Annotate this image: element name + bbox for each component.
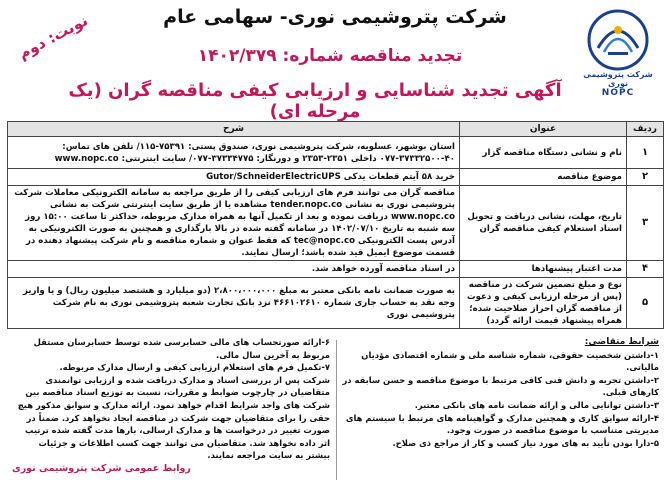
nopc-logo-icon: [586, 8, 650, 72]
logo-abbreviation: NOPC: [601, 88, 635, 98]
table-header-row: [8, 122, 664, 137]
public-relations-signature: روابط عمومی شرکت پتروشیمی نوری: [12, 463, 191, 474]
row-description: استان بوشهر، عسلویه، شرکت پتروشیمی نوری، صندوق پستی: ۷۵۳۹۱-۱۱۵/ تلفن های تماس: ۴۰-۳۷۳۳۲۵۰۰-۰۷۷ داخلی ۲۳۵۱-۲۳۵۳ و دورنگار: ۳۷۳۳۴۷۷۵-۰۷۷/ سایت اینترنتی: www.nopc.co: [8, 137, 460, 169]
row-description: به صورت ضمانت نامه بانکی معتبر به مبلغ ۲،۸۰۰،۰۰۰،۰۰۰ (دو میلیارد و هشتصد میلیون ریال) و یا واریز وجه نقد به حساب جاری شماره ۴۶۶۱۰۲۶۱۰ نزد بانک تجارت شعبه پتروشیمی نوری به نام شرکت پتروشیمی نوری: [8, 278, 460, 329]
row-subject: مدت اعتبار پیشنهادها: [460, 261, 627, 278]
row-description: در اسناد مناقصه آورده خواهد شد.: [8, 261, 460, 278]
row-number: ۲: [627, 169, 664, 186]
round-stamp: نوبت: دوم: [15, 11, 91, 63]
condition-item: ۳-داشتن توانایی مالی و ارائه ضمانت نامه های بانکی معتبر.: [414, 399, 659, 410]
row-number: ۳: [627, 186, 664, 261]
table-row: [8, 186, 664, 261]
table-row: [8, 261, 664, 278]
company-logo: [575, 8, 661, 108]
logo-company-name: شرکت پتروشیمی نوری: [583, 70, 653, 88]
header-row-number: ردیف: [627, 122, 664, 137]
condition-item: ۷-تکمیل فرم های استعلام ارزیابی کیفی و ارسال مدارک مربوطه.: [59, 362, 330, 373]
header-description: شرح: [8, 122, 460, 137]
condition-paragraph: شرکت پس از بررسی اسناد و مدارک دریافت شده و ارزیابی توانمندی متقاضیان در چارچوب ضوابط و مقررات، نسبت به توزیع اسناد مناقصه بین شرکت های واجد شرایط اقدام خواهد نمود. ارائه مدارک و سوابق مذکور هیچ حقی را برای متقاضیان جهت شرکت در مناقصه ایجاد نخواهد کرد. ضمناً در صورت تغییر در درخواست ها و مدارک ارسالی، بارها مدت گفته شده ترتیب اثر داده نخواهد شد. متقاضیان می توانند جهت کسب اطلاعات و جزئیات بیشتر به سایت مراجعه نمایند.: [17, 374, 330, 461]
condition-item: ۶-ارائه صورتحساب های مالی حسابرسی شده توسط حسابرسان مستقل مربوط به آخرین سال مالی.: [33, 337, 330, 360]
row-description: مناقصه گران می توانند فرم های ارزیابی کیفی را از طریق مراجعه به سامانه الکترونیکی معاملات شرکت پتروشیمی نوری به نشانی tender.nopc.co مشاهده یا از طریق سایت اینترنتی شرکت به نشانی www.nopc.co دریافت نموده و بعد از تکمیل آنها به همراه مدارک مربوطه، حداکثر تا ساعت ۱۵:۰۰ روز سه شنبه به تاریخ ۱۴۰۲/۰۷/۱۰ در سامانه گفته شده در بالا بارگذاری و همچنین به صورت الکترونیکی به آدرس پست الکترونیکی tec@nopc.co که فقط عنوان و شماره مناقصه و نام شرکت پیشنهاد دهنده در قسمت موضوع ایمیل قید شده باشد؛ ارسال نمایند.: [8, 186, 460, 261]
conditions-left-column: [12, 336, 330, 462]
row-description: خرید ۵۸ آیتم قطعات یدکی Gutor/SchneiderElectricUPS: [8, 169, 460, 186]
row-number: ۴: [627, 261, 664, 278]
row-subject: موضوع مناقصه: [460, 169, 627, 186]
table-row: [8, 137, 664, 169]
row-number: ۱: [627, 137, 664, 169]
condition-item: ۱-داشتن شخصیت حقوقی، شماره شناسه ملی و شماره اقتصادی مؤدیان مالیاتی.: [361, 349, 659, 373]
tender-details-table: [7, 121, 664, 329]
row-number: ۵: [627, 278, 664, 329]
row-subject: نام و نشانی دستگاه مناقصه گزار: [460, 137, 627, 169]
company-title: شرکت پتروشیمی نوری- سهامی عام: [163, 6, 507, 28]
row-subject: تاریخ، مهلت، نشانی دریافت و تحویل اسناد استعلام کیفی مناقصه گران: [460, 186, 627, 261]
condition-item: ۴-ارائه سوابق کاری و همچنین مدارک و گواهینامه های مرتبط با سیستم های مدیریتی متناسب با موضوع مناقصه در صورت وجود.: [345, 412, 659, 436]
tender-number: تجدید مناقصه شماره: ۱۴۰۲/۳۷۹: [197, 46, 463, 66]
row-subject: نوع و مبلغ تضمین شرکت در مناقصه (پس از مرحله ارزیابی کیفی و دعوت از مناقصه گران احراز صلاحیت شده؛ همراه پیشنهاد قیمت ارائه گردد): [460, 278, 627, 329]
header-subject: عنوان: [460, 122, 627, 137]
conditions-right-column: [341, 336, 659, 449]
notice-headline: آگهی تجدید شناسایی و ارزیابی کیفی مناقصه گران (یک مرحله ای): [68, 80, 562, 122]
table-row: [8, 169, 664, 186]
column-divider: [336, 340, 337, 480]
conditions-title: شرایط متقاضی:: [584, 337, 659, 347]
condition-item: ۲-داشتن تجربه و دانش فنی کافی مرتبط با موضوع مناقصه و حسن سابقه در کارهای قبلی.: [342, 374, 659, 398]
table-row: [8, 278, 664, 329]
condition-item: ۵-دارا بودن تأیید به های مورد نیاز کسب و کار از مراجع ذی صلاح.: [392, 437, 659, 448]
